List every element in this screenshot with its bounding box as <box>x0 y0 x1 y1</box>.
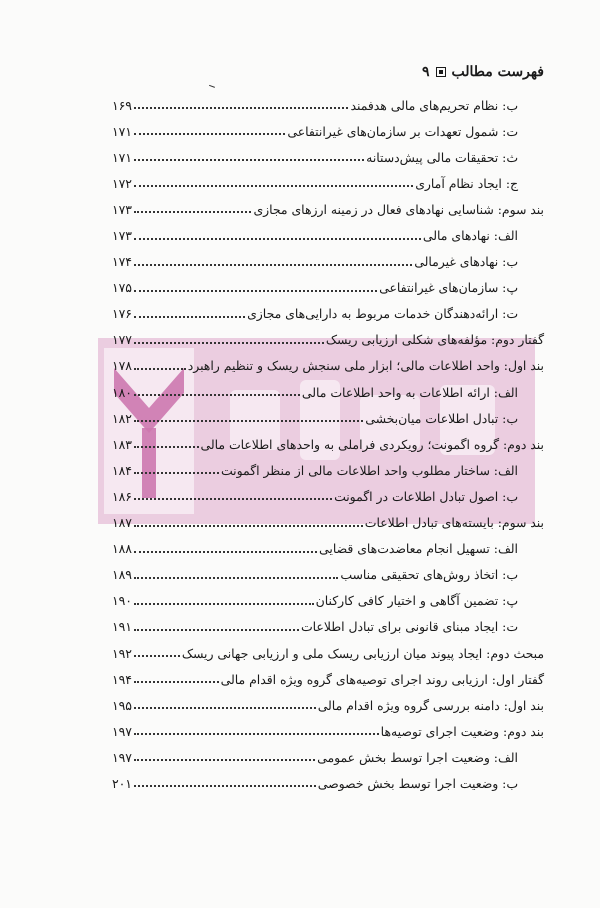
toc-entry-title: گفتار اول: ارزیابی روند اجرای توصیه‌های گروه ویژه اقدام مالی <box>220 671 544 687</box>
toc-entry <box>112 353 544 379</box>
toc-entry <box>112 275 544 301</box>
dot-leader <box>134 733 379 735</box>
toc-entry-page: ۲۰۱ <box>112 775 132 791</box>
dot-leader <box>134 368 186 370</box>
toc-entry-title: ب: نظام تحریم‌های مالی هدفمند <box>350 97 518 113</box>
toc-entry-page: ۱۸۸ <box>112 541 132 557</box>
running-header <box>422 64 544 80</box>
toc-entry <box>112 405 544 431</box>
toc-entry <box>112 249 544 275</box>
toc-entry-page: ۱۹۲ <box>112 645 132 661</box>
dot-leader <box>134 629 299 631</box>
toc-entry-page: ۱۹۴ <box>112 671 132 687</box>
toc-entry-title: ت: شمول تعهدات بر سازمان‌های غیرانتفاعی <box>287 123 518 139</box>
toc-entry-title: پ: سازمان‌های غیرانتفاعی <box>379 280 518 296</box>
toc-entry <box>112 118 544 144</box>
toc-entry-page: ۱۷۷ <box>112 332 132 348</box>
dot-leader <box>134 264 412 266</box>
toc-entry-title: پ: تضمین آگاهی و اختیار کافی کارکنان <box>315 593 518 609</box>
toc-entry <box>112 301 544 327</box>
dot-leader <box>134 342 324 344</box>
dot-leader <box>134 577 338 579</box>
toc-entry <box>112 170 544 196</box>
header-mark <box>209 79 217 88</box>
toc-entry <box>112 510 544 536</box>
toc-entry-page: ۱۸۲ <box>112 410 132 426</box>
dot-leader <box>134 785 316 787</box>
toc-entry-title: بند دوم: وضعیت اجرای توصیه‌ها <box>380 723 544 739</box>
toc-entry-page: ۱۸۰ <box>112 384 132 400</box>
dot-leader <box>134 238 421 240</box>
toc-entry-title: الف: ساختار مطلوب واحد اطلاعات مالی از منظر اگمونت <box>221 462 518 478</box>
toc-entry-title: الف: نهادهای مالی <box>422 228 518 244</box>
toc-entry-title: الف: وضعیت اجرا توسط بخش عمومی <box>317 749 518 765</box>
header-page-number: ۹ <box>421 64 430 80</box>
dot-leader <box>134 681 219 683</box>
toc-entry <box>112 92 544 118</box>
toc-entry <box>112 483 544 509</box>
dot-leader <box>134 211 251 213</box>
toc-entry-title: الف: تسهیل انجام معاضدت‌های قضایی <box>319 541 518 557</box>
toc-entry-page: ۱۹۵ <box>112 697 132 713</box>
toc-entry-title: بند اول: واحد اطلاعات مالی؛ ابزار ملی سنجش ریسک و تنظیم راهبرد <box>187 358 544 374</box>
toc-entry-page: ۱۹۷ <box>112 749 132 765</box>
toc-entry-page: ۱۸۹ <box>112 567 132 583</box>
toc-entry <box>112 614 544 640</box>
toc-entry <box>112 666 544 692</box>
dot-leader <box>134 603 314 605</box>
toc-entry-title: گفتار دوم: مؤلفه‌های شکلی ارزیابی ریسک <box>325 332 544 348</box>
dot-leader <box>134 707 316 709</box>
table-of-contents <box>112 92 544 797</box>
dot-leader <box>134 655 180 657</box>
toc-entry-page: ۱۹۷ <box>112 723 132 739</box>
toc-entry <box>112 144 544 170</box>
toc-entry-page: ۱۸۶ <box>112 488 132 504</box>
toc-entry <box>112 562 544 588</box>
toc-entry-title: ب: وضعیت اجرا توسط بخش خصوصی <box>317 775 518 791</box>
dot-leader <box>134 107 349 109</box>
dot-leader <box>134 420 363 422</box>
toc-entry-title: بند دوم: گروه اگمونت؛ رویکردی فراملی به واحدهای اطلاعات مالی <box>200 436 544 452</box>
toc-entry-page: ۱۷۱ <box>112 123 132 139</box>
dot-leader <box>134 316 245 318</box>
toc-entry-title: بند سوم: شناسایی نهادهای فعال در زمینه ارزهای مجازی <box>253 201 544 217</box>
toc-entry <box>112 431 544 457</box>
toc-entry <box>112 536 544 562</box>
dot-leader <box>134 394 300 396</box>
toc-entry-page: ۱۸۷ <box>112 515 132 531</box>
toc-entry <box>112 457 544 483</box>
header-title: فهرست مطالب <box>451 64 544 80</box>
toc-entry-page: ۱۷۳ <box>112 228 132 244</box>
toc-entry <box>112 379 544 405</box>
toc-entry-title: ت: ارائه‌دهندگان خدمات مربوط به دارایی‌های مجازی <box>247 306 518 322</box>
toc-entry-title: ت: ایجاد مبنای قانونی برای تبادل اطلاعات <box>300 619 518 635</box>
toc-entry-title: مبحث دوم: ایجاد پیوند میان ارزیابی ریسک ملی و ارزیابی جهانی ریسک <box>181 645 544 661</box>
toc-entry-page: ۱۹۰ <box>112 593 132 609</box>
toc-entry-page: ۱۷۱ <box>112 149 132 165</box>
toc-entry-title: ب: اتخاذ روش‌های تحقیقی مناسب <box>340 567 518 583</box>
toc-entry-title: ج: ایجاد نظام آماری <box>415 175 518 191</box>
dot-leader <box>134 133 285 135</box>
toc-entry-page: ۱۷۵ <box>112 280 132 296</box>
toc-entry <box>112 327 544 353</box>
dot-leader <box>134 290 377 292</box>
toc-entry-page: ۱۷۴ <box>112 254 132 270</box>
toc-entry <box>112 744 544 770</box>
dot-leader <box>134 525 363 527</box>
toc-entry <box>112 588 544 614</box>
toc-entry-title: بند سوم: بایسته‌های تبادل اطلاعات <box>364 515 544 531</box>
toc-entry-page: ۱۶۹ <box>112 97 132 113</box>
dot-leader <box>134 498 332 500</box>
toc-entry-page: ۱۸۳ <box>112 436 132 452</box>
toc-entry <box>112 222 544 248</box>
toc-entry-page: ۱۷۸ <box>112 358 132 374</box>
dot-leader <box>134 472 219 474</box>
toc-entry-title: ث: تحقیقات مالی پیش‌دستانه <box>366 149 518 165</box>
toc-entry-page: ۱۷۶ <box>112 306 132 322</box>
toc-entry-page: ۱۹۱ <box>112 619 132 635</box>
dot-leader <box>134 551 317 553</box>
toc-entry-title: ب: نهادهای غیرمالی <box>414 254 518 270</box>
toc-entry-title: بند اول: دامنه بررسی گروه ویژه اقدام مالی <box>317 697 544 713</box>
toc-entry <box>112 196 544 222</box>
dot-leader <box>134 185 413 187</box>
dot-leader <box>134 159 364 161</box>
toc-entry-title: ب: تبادل اطلاعات میان‌بخشی <box>365 410 518 426</box>
toc-entry <box>112 770 544 796</box>
toc-entry-page: ۱۷۳ <box>112 201 132 217</box>
dot-leader <box>134 759 315 761</box>
toc-entry-page: ۱۸۴ <box>112 462 132 478</box>
square-bullet-icon <box>436 67 446 77</box>
toc-entry-title: ب: اصول تبادل اطلاعات در اگمونت <box>334 488 518 504</box>
toc-entry <box>112 640 544 666</box>
toc-entry <box>112 692 544 718</box>
toc-entry <box>112 718 544 744</box>
toc-entry-title: الف: ارائه اطلاعات به واحد اطلاعات مالی <box>301 384 518 400</box>
dot-leader <box>134 446 199 448</box>
toc-entry-page: ۱۷۲ <box>112 175 132 191</box>
